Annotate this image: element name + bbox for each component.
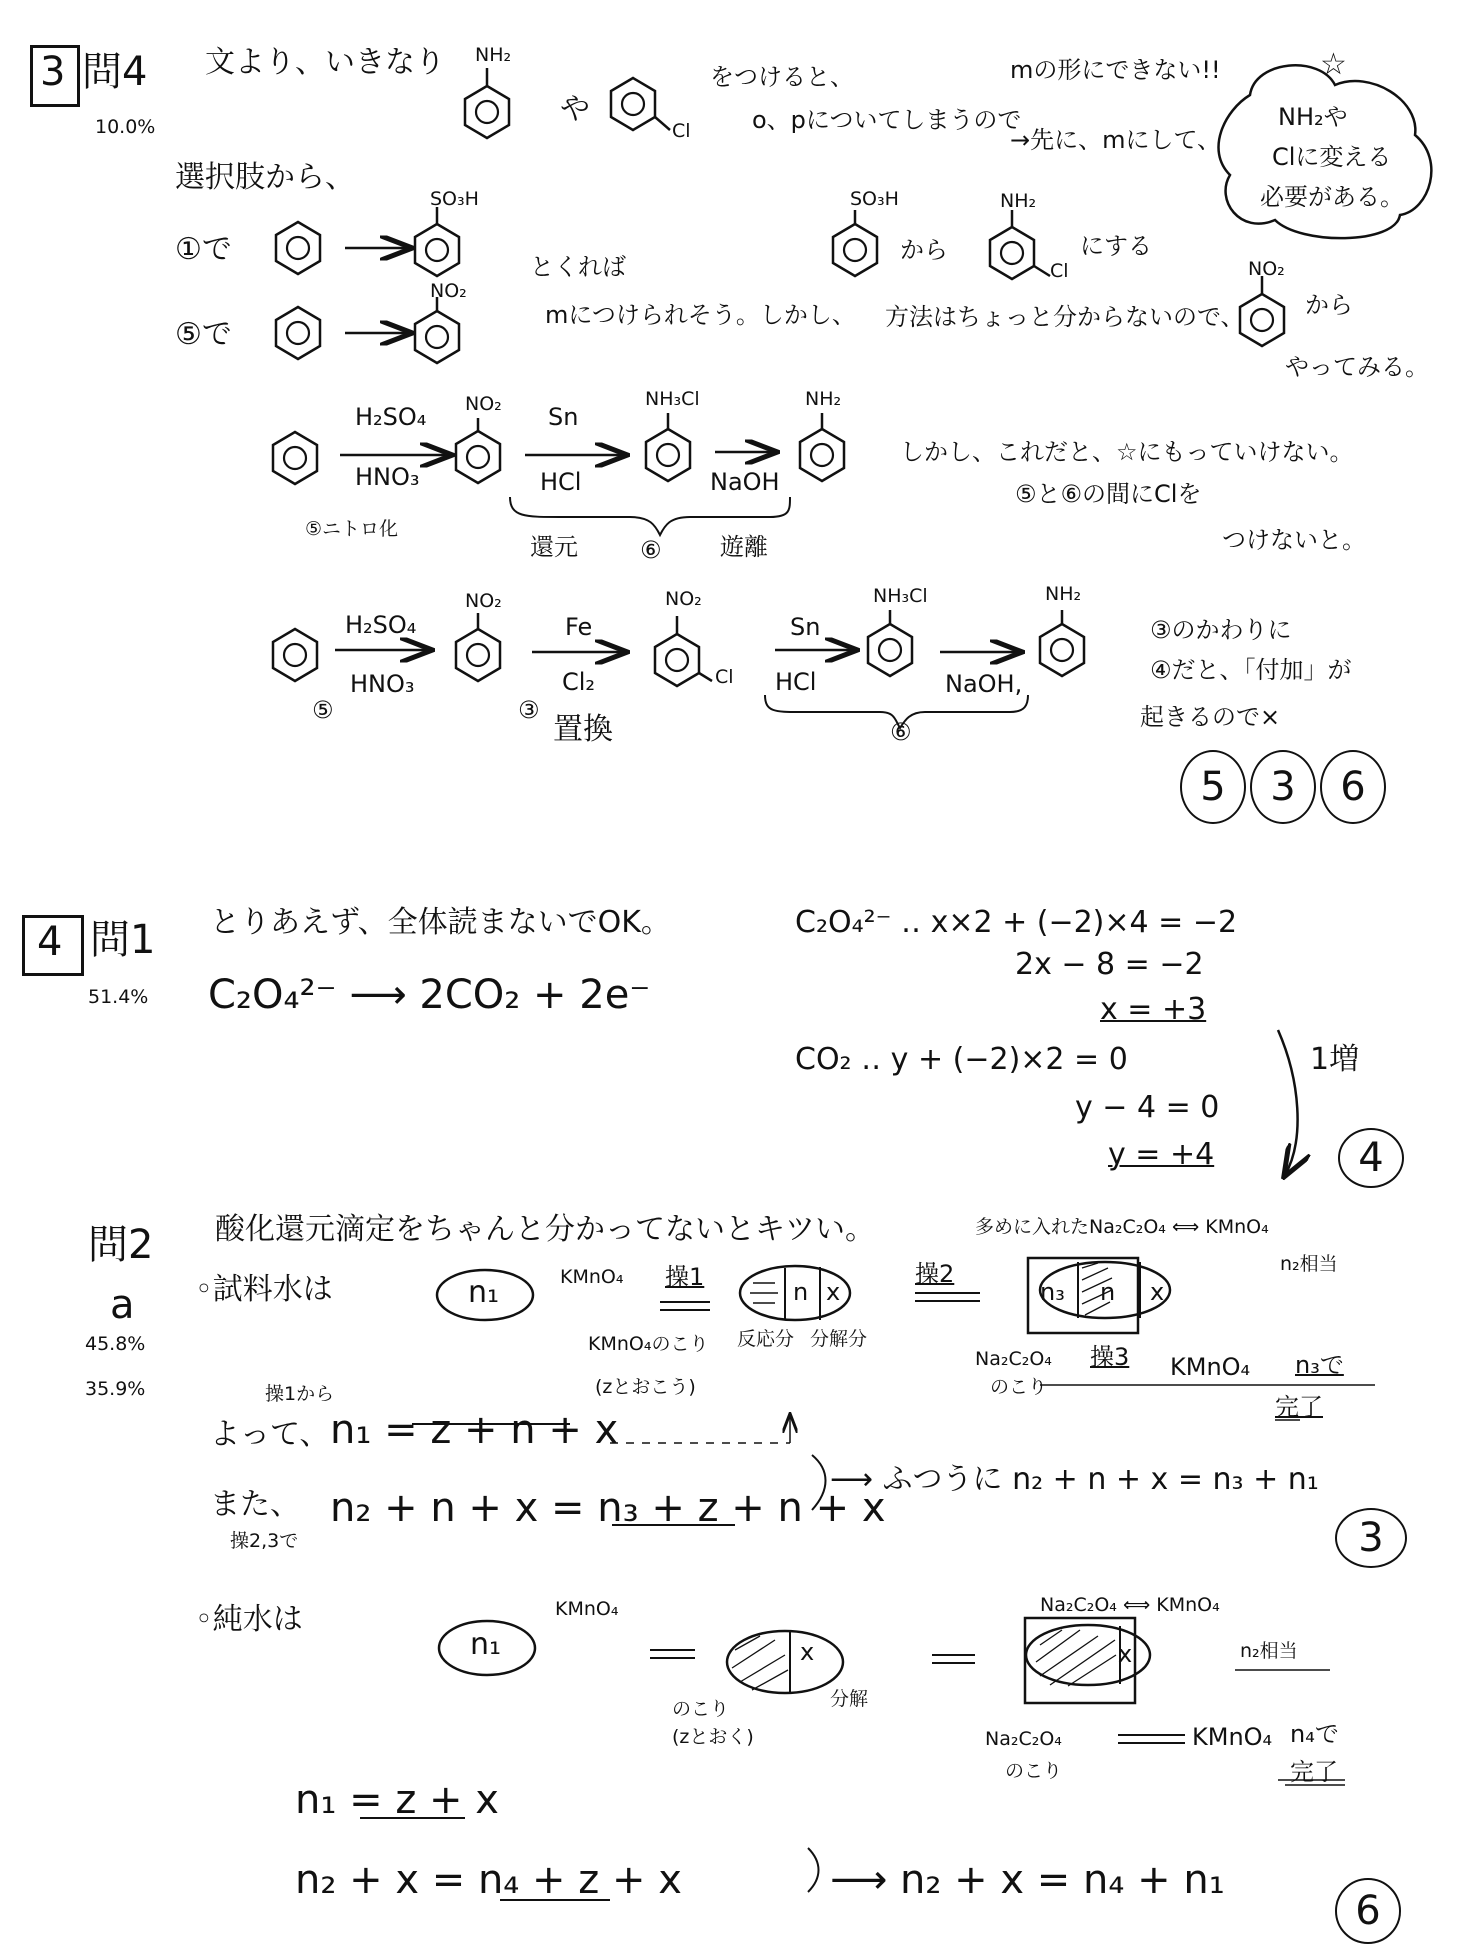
- note-text: ④だと、「付加」が: [1150, 656, 1352, 684]
- note-text: つけないと。: [1222, 526, 1366, 554]
- substituent-label: Cl: [715, 666, 734, 688]
- equation-line: ⟶ ふつうに n₂ + n + x = n₃ + n₁: [830, 1462, 1319, 1497]
- calc-line: CO₂ ‥ y + (−2)×2 = 0: [795, 1042, 1128, 1077]
- cloud-note-line: NH₂や: [1278, 103, 1348, 131]
- substituent-label: NO₂: [465, 393, 502, 415]
- answer-value: 3: [1270, 764, 1296, 810]
- reagent-label: HCl: [775, 668, 817, 696]
- diagram-note: 分解: [830, 1688, 869, 1710]
- reagent-label: H₂SO₄: [355, 403, 427, 431]
- note-text: 選択肢から、: [175, 160, 355, 195]
- diagram-note: Na₂C₂O₄: [975, 1348, 1052, 1370]
- substituent-label: NH₂: [1000, 190, 1037, 212]
- question-label: 問2: [88, 1222, 154, 1268]
- equation-line: n₂ + n + x = n₃ + z + n + x: [330, 1485, 886, 1531]
- reagent-label: H₂SO₄: [345, 611, 417, 639]
- benzene-ring-icon: [273, 432, 317, 484]
- diagram-note: 多めに入れたNa₂C₂O₄ ⟺ KMnO₄: [975, 1216, 1269, 1238]
- answer-value: 6: [1355, 1888, 1381, 1934]
- diagram-note: (zとおこう): [595, 1376, 696, 1398]
- substituent-label: NH₃Cl: [873, 585, 928, 607]
- benzenesulfonic-ring-icon: [833, 224, 877, 276]
- diagram-note: Na₂C₂O₄: [985, 1728, 1062, 1750]
- reagent-label: Cl₂: [562, 668, 596, 696]
- diagram-note: 完了: [1275, 1393, 1323, 1421]
- correct-rate: 35.9%: [85, 1378, 146, 1400]
- amount-symbol: n₁: [470, 1627, 502, 1662]
- operation-label: 操3: [1090, 1343, 1130, 1371]
- cloud-note-line: 必要がある。: [1260, 183, 1404, 211]
- amount-symbol: x: [1118, 1640, 1133, 1668]
- nitrobenzene-ring-icon: [1240, 294, 1284, 346]
- answer-circle: [1180, 750, 1246, 824]
- benzene-ring-icon: [276, 307, 320, 359]
- diagram-note: n₂相当: [1240, 1640, 1298, 1662]
- reagent-label: HNO₃: [350, 670, 415, 698]
- substituent-label: SO₃H: [850, 188, 899, 210]
- operation-label: 操2: [915, 1260, 955, 1288]
- note-text: ⑤と⑥の間にClを: [1015, 480, 1202, 508]
- amount-symbol: x: [1150, 1278, 1165, 1306]
- note-text: また、: [210, 1487, 300, 1522]
- answer-value: 4: [1358, 1135, 1384, 1181]
- diagram-note: のこり: [672, 1698, 730, 1720]
- note-text: をつけると、: [710, 63, 854, 91]
- substituent-label: NH₂: [805, 388, 842, 410]
- chloroaniline-ring-icon: [990, 227, 1034, 279]
- substituent-label: NO₂: [1248, 258, 1285, 280]
- calc-line: y − 4 = 0: [1075, 1090, 1220, 1125]
- note-text: や: [560, 92, 590, 127]
- nitrobenzene-ring-icon: [415, 311, 459, 363]
- diagram-note: 操2,3で: [230, 1530, 299, 1552]
- step-note: 還元: [530, 533, 578, 561]
- answer-circle: [1335, 1878, 1401, 1944]
- reagent-label: KMnO₄: [1170, 1353, 1251, 1381]
- diagram-note: 反応分: [737, 1328, 795, 1350]
- correct-rate: 10.0%: [95, 116, 156, 138]
- reagent-label: Fe: [565, 613, 593, 641]
- step-note: ⑥: [890, 718, 912, 746]
- note-text: やってみる。: [1285, 353, 1429, 381]
- note-text: 方法はちょっと分からないので、: [885, 303, 1245, 331]
- reagent-label: Sn: [548, 403, 579, 431]
- nitrobenzene-ring-icon: [456, 431, 500, 483]
- step-note: ⑥: [640, 536, 662, 564]
- amount-symbol: n₃: [1040, 1278, 1065, 1306]
- calc-line: y = +4: [1108, 1137, 1215, 1172]
- question-3-number: 3: [40, 49, 66, 95]
- reagent-label: NaOH,: [945, 670, 1023, 698]
- equation-line: n₁ = z + x: [295, 1777, 499, 1823]
- diagram-note: 完了: [1290, 1758, 1338, 1786]
- note-text: mの形にできない!!: [1010, 56, 1221, 84]
- question-label: 問4: [82, 49, 148, 95]
- diagram-note: Na₂C₂O₄ ⟺ KMnO₄: [1040, 1594, 1220, 1616]
- option-label: ①で: [175, 232, 232, 267]
- substituent-label: NO₂: [465, 590, 502, 612]
- note-text: 起きるので×: [1140, 703, 1281, 731]
- amount-symbol: x: [800, 1638, 815, 1666]
- calc-line: 2x − 8 = −2: [1015, 947, 1204, 982]
- benzenesulfonic-ring-icon: [415, 224, 459, 276]
- answer-value: 5: [1200, 764, 1226, 810]
- part-label: a: [110, 1282, 135, 1328]
- note-text: から: [1305, 291, 1353, 319]
- answer-circle: [1320, 750, 1386, 824]
- note-text: とくれば: [530, 253, 626, 281]
- amount-symbol: n: [1100, 1278, 1116, 1306]
- step-note: ⑤: [312, 696, 334, 724]
- note-text: o、pについてしまうので: [752, 106, 1022, 134]
- equation-line: n₁ = z + n + x: [330, 1407, 619, 1453]
- diagram-note: のこり: [990, 1376, 1048, 1398]
- diagram-note: KMnO₄のこり: [588, 1333, 709, 1355]
- benzene-ring-icon: [276, 222, 320, 274]
- diagram-note: 操1から: [265, 1383, 335, 1405]
- calc-line: C₂O₄²⁻ ‥ x×2 + (−2)×4 = −2: [795, 905, 1238, 940]
- substituent-label: NO₂: [665, 588, 702, 610]
- amount-symbol: n₁: [468, 1275, 500, 1310]
- cloud-note-line: Clに変える: [1272, 143, 1392, 171]
- substituent-label: Cl: [672, 120, 691, 142]
- reagent-label: HNO₃: [355, 463, 420, 491]
- star-mark: ☆: [1320, 47, 1347, 82]
- step-note: ⑤ニトロ化: [305, 518, 399, 540]
- step-note: 置換: [553, 712, 613, 747]
- answer-value: 6: [1340, 764, 1366, 810]
- correct-rate: 45.8%: [85, 1333, 146, 1355]
- note-text: とりあえず、全体読まないでOK。: [210, 905, 671, 940]
- diagram-note: n₄で: [1290, 1720, 1339, 1748]
- answer-circle: [1338, 1128, 1404, 1188]
- equation-line: ⟶ n₂ + x = n₄ + n₁: [830, 1857, 1225, 1903]
- note-text: しかし、これだと、☆にもっていけない。: [900, 438, 1354, 466]
- note-text: にする: [1080, 232, 1152, 260]
- answer-circle: [1250, 750, 1316, 824]
- nitrobenzene-ring-icon: [456, 629, 500, 681]
- reagent-label: KMnO₄: [560, 1266, 624, 1288]
- sample-label: ◦試料水は: [195, 1272, 333, 1307]
- substituent-label: Cl: [1050, 260, 1069, 282]
- diagram-note: n₂相当: [1280, 1253, 1338, 1275]
- step-note: 遊離: [720, 533, 768, 561]
- sample-label: ◦純水は: [195, 1602, 303, 1637]
- correct-rate: 51.4%: [88, 986, 149, 1008]
- calc-line: x = +3: [1100, 992, 1207, 1027]
- diagram-note: 分解分: [810, 1328, 868, 1350]
- substituent-label: NH₂: [1045, 583, 1082, 605]
- aniline-ring-icon: [1040, 624, 1084, 676]
- reagent-label: HCl: [540, 468, 582, 496]
- chlorobenzene-ring-icon: [611, 78, 655, 130]
- answer-value: 3: [1358, 1515, 1384, 1561]
- substituent-label: SO₃H: [430, 188, 479, 210]
- aniline-ring-icon: [465, 86, 509, 138]
- reagent-label: KMnO₄: [555, 1598, 619, 1620]
- substituent-label: NO₂: [430, 280, 467, 302]
- note-text: ③のかわりに: [1150, 616, 1292, 644]
- diagram-note: (zとおく): [672, 1726, 754, 1748]
- question-4-number: 4: [37, 919, 63, 965]
- half-equation: C₂O₄²⁻ ⟶ 2CO₂ + 2e⁻: [208, 972, 651, 1018]
- chloronitrobenzene-ring-icon: [655, 634, 699, 686]
- substituent-label: NH₂: [475, 44, 512, 66]
- amount-symbol: x: [826, 1278, 841, 1306]
- aniline-ring-icon: [800, 429, 844, 481]
- reagent-label: KMnO₄: [1192, 1723, 1273, 1751]
- operation-label: 操1: [665, 1263, 705, 1291]
- equation-line: n₂ + x = n₄ + z + x: [295, 1857, 682, 1903]
- benzene-ring-icon: [273, 629, 317, 681]
- answer-circle: [1335, 1508, 1407, 1568]
- note-text: 1増: [1310, 1042, 1360, 1077]
- question-label: 問1: [90, 917, 156, 963]
- substituent-label: NH₃Cl: [645, 388, 700, 410]
- step-note: ③: [518, 696, 540, 724]
- anilinium-ring-icon: [868, 624, 912, 676]
- note-text: 酸化還元滴定をちゃんと分かってないとキツい。: [215, 1212, 875, 1247]
- diagram-note: のこり: [1005, 1760, 1063, 1782]
- reagent-label: NaOH: [710, 468, 780, 496]
- diagram-note: n₃で: [1295, 1351, 1344, 1379]
- amount-symbol: n: [793, 1278, 809, 1306]
- note-text: 文より、いきなり: [205, 45, 445, 80]
- reagent-label: Sn: [790, 613, 821, 641]
- note-text: →先に、mにして、: [1010, 126, 1222, 154]
- note-text: から: [900, 236, 948, 264]
- note-text: mにつけられそう。しかし、: [545, 301, 856, 329]
- note-text: よって、: [210, 1417, 330, 1452]
- anilinium-ring-icon: [646, 429, 690, 481]
- option-label: ⑤で: [175, 317, 232, 352]
